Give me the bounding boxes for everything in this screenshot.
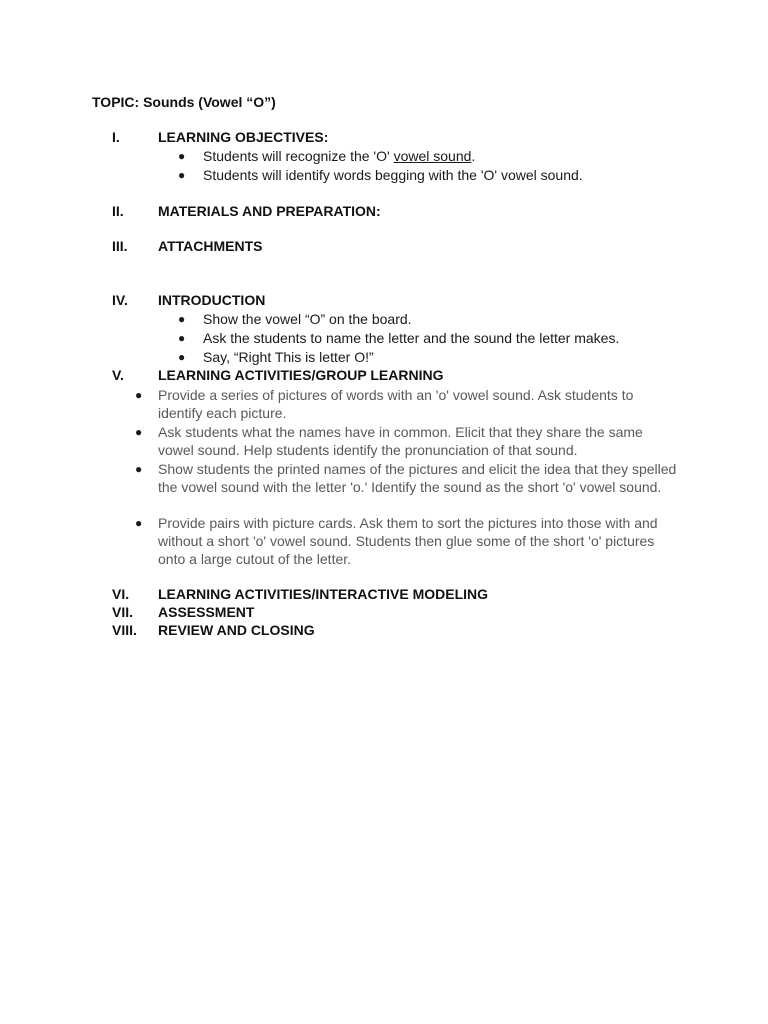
objective-text: Students will identify words begging with the 'O' vowel sound. xyxy=(203,167,583,183)
section-title: REVIEW AND CLOSING xyxy=(158,622,315,638)
bullet-icon: ● xyxy=(178,350,186,364)
section-number: I. xyxy=(112,129,120,145)
section-title: LEARNING ACTIVITIES/INTERACTIVE MODELING xyxy=(158,586,489,602)
section-title: INTRODUCTION xyxy=(158,292,266,308)
section-number: III. xyxy=(112,238,128,254)
activity-text: Provide a series of pictures of words with an 'o' vowel sound. Ask students to identify each picture. xyxy=(158,387,634,421)
section-number: VIII. xyxy=(112,622,137,638)
section-title: MATERIALS AND PREPARATION: xyxy=(158,203,381,219)
section-title: ATTACHMENTS xyxy=(158,238,263,254)
section-title: LEARNING ACTIVITIES/GROUP LEARNING xyxy=(158,367,444,383)
introduction-text: Show the vowel “O” on the board. xyxy=(203,311,412,327)
section-title: LEARNING OBJECTIVES: xyxy=(158,129,329,145)
bullet-icon: ● xyxy=(178,168,186,182)
bullet-icon: ● xyxy=(135,462,143,476)
section-title: ASSESSMENT xyxy=(158,604,255,620)
activity-text: Show students the printed names of the pictures and elicit the idea that they spelled the vowel sound with the letter 'o.' Identify the sound as the short 'o' vowel sound. xyxy=(158,461,677,495)
introduction-text: Ask the students to name the letter and the sound the letter makes. xyxy=(203,330,620,346)
topic-heading: TOPIC: Sounds (Vowel “O”) xyxy=(92,94,276,110)
section-number: VII. xyxy=(112,604,134,620)
bullet-icon: ● xyxy=(178,331,186,345)
objective-text-end: . xyxy=(471,148,476,164)
activity-text: Ask students what the names have in common. Elicit that they share the same vowel sound. Help students identify the pronunciation of that sound. xyxy=(158,424,643,458)
bullet-icon: ● xyxy=(135,516,143,530)
vowel-sound-link[interactable]: vowel sound xyxy=(393,148,472,164)
section-number: V. xyxy=(112,367,124,383)
section-number: VI. xyxy=(112,586,130,602)
bullet-icon: ● xyxy=(135,388,143,402)
bullet-icon: ● xyxy=(178,149,186,163)
activity-text: Provide pairs with picture cards. Ask them to sort the pictures into those with and without a short 'o' vowel sound. Students then glue some of the short 'o' pictures onto a large cutout of the letter. xyxy=(158,515,658,567)
bullet-icon: ● xyxy=(178,312,186,326)
bullet-icon: ● xyxy=(135,425,143,439)
introduction-text: Say, “Right This is letter O!” xyxy=(203,349,374,365)
section-number: II. xyxy=(112,203,124,219)
objective-text: Students will recognize the 'O' xyxy=(203,148,394,164)
section-number: IV. xyxy=(112,292,128,308)
